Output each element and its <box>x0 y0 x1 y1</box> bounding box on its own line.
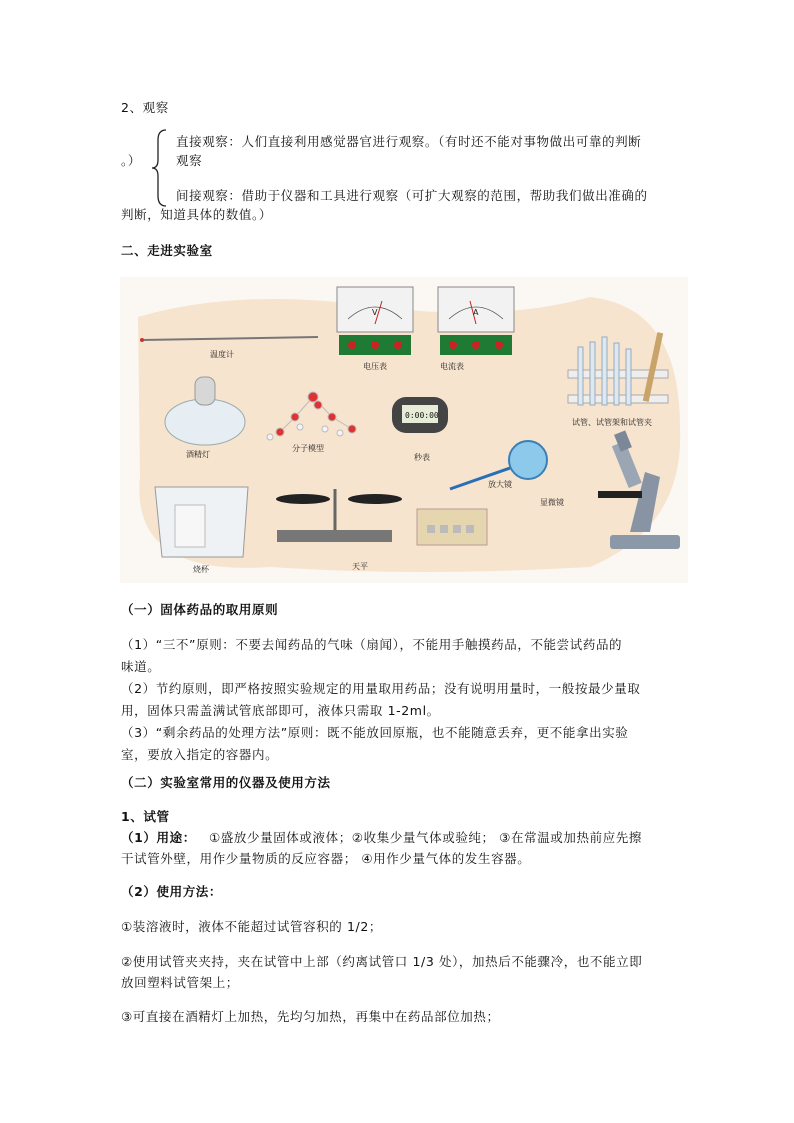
solid-rule1-line2: 味道。 <box>121 659 161 674</box>
beaker-icon <box>155 487 248 557</box>
label-stopwatch: 秒表 <box>414 453 430 462</box>
label-test-tubes: 试管、试管架和试管夹 <box>572 418 652 427</box>
label-beaker: 烧杯 <box>193 565 209 574</box>
ammeter-icon <box>438 287 514 355</box>
curly-brace-icon <box>150 128 170 208</box>
use-label: （1）用途： <box>121 830 196 845</box>
direct-observation-line2: 观察 <box>176 153 203 168</box>
use-line2: 干试管外壁，用作少量物质的反应容器； ④用作少量气体的发生容器。 <box>121 851 531 866</box>
label-alcohol-lamp: 酒精灯 <box>186 450 210 459</box>
indirect-observation-line2: 判断，知道具体的数值。） <box>121 207 272 222</box>
solid-rule1-line1: （1）“三不”原则：不要去闻药品的气味（扇闻），不能用手触摸药品，不能尝试药品的 <box>121 637 623 652</box>
solid-rule2-line1: （2）节约原则，即严格按照实验规定的用量取用药品；没有说明用量时，一般按最少量取 <box>121 681 641 696</box>
heading-solid-reagents: （一）固体药品的取用原则 <box>121 602 279 617</box>
subheading-test-tube: 1、试管 <box>121 809 170 824</box>
method-item3: ③可直接在酒精灯上加热，先均匀加热，再集中在药品部位加热； <box>121 1009 500 1024</box>
label-ammeter: 电流表 <box>440 362 464 371</box>
method-item1: ①装溶液时，液体不能超过试管容积的 1/2； <box>121 919 382 934</box>
use-line1: ①盛放少量固体或液体；②收集少量气体或验纯； ③在常温或加热前应先擦 <box>209 830 642 845</box>
direct-observation-line1: 直接观察：人们直接利用感觉器官进行观察。（有时还不能对事物做出可靠的判断 <box>176 134 642 149</box>
method-item2-line2: 放回塑料试管架上； <box>121 975 239 990</box>
section-heading-observation: 2、观察 <box>121 100 169 115</box>
solid-rule3-line1: （3）“剩余药品的处理方法”原则：既不能放回原瓶，也不能随意丢弃，更不能拿出实验 <box>121 725 629 740</box>
indirect-observation-line1: 间接观察：借助于仪器和工具进行观察（可扩大观察的范围，帮助我们做出准确的 <box>176 188 648 203</box>
label-thermometer: 温度计 <box>210 350 234 359</box>
stopwatch-icon <box>392 397 448 433</box>
stopwatch-display: 0:00:00 <box>405 411 439 420</box>
lab-equipment-figure <box>120 277 688 583</box>
solid-rule3-line2: 室，要放入指定的容器内。 <box>121 747 279 762</box>
label-voltmeter: 电压表 <box>363 362 387 371</box>
label-microscope: 显微镜 <box>540 498 564 507</box>
heading-common-instruments: （二）实验室常用的仪器及使用方法 <box>121 775 331 790</box>
label-magnifier: 放大镜 <box>488 480 512 489</box>
section-heading-lab: 二、走进实验室 <box>121 243 213 258</box>
solid-rule2-line2: 用，固体只需盖满试管底部即可，液体只需取 1-2ml。 <box>121 703 440 718</box>
label-molecule-model: 分子模型 <box>292 444 324 453</box>
method-item2-line1: ②使用试管夹夹持，夹在试管中上部（约离试管口 1/3 处），加热后不能骤冷，也不能立即 <box>121 954 643 969</box>
label-balance: 天平 <box>352 562 368 571</box>
voltmeter-icon <box>337 287 413 355</box>
direct-observation-prefix: 。） <box>121 153 141 168</box>
method-label: （2）使用方法： <box>121 884 222 899</box>
ammeter-symbol: A <box>473 308 479 317</box>
voltmeter-symbol: V <box>372 308 378 317</box>
